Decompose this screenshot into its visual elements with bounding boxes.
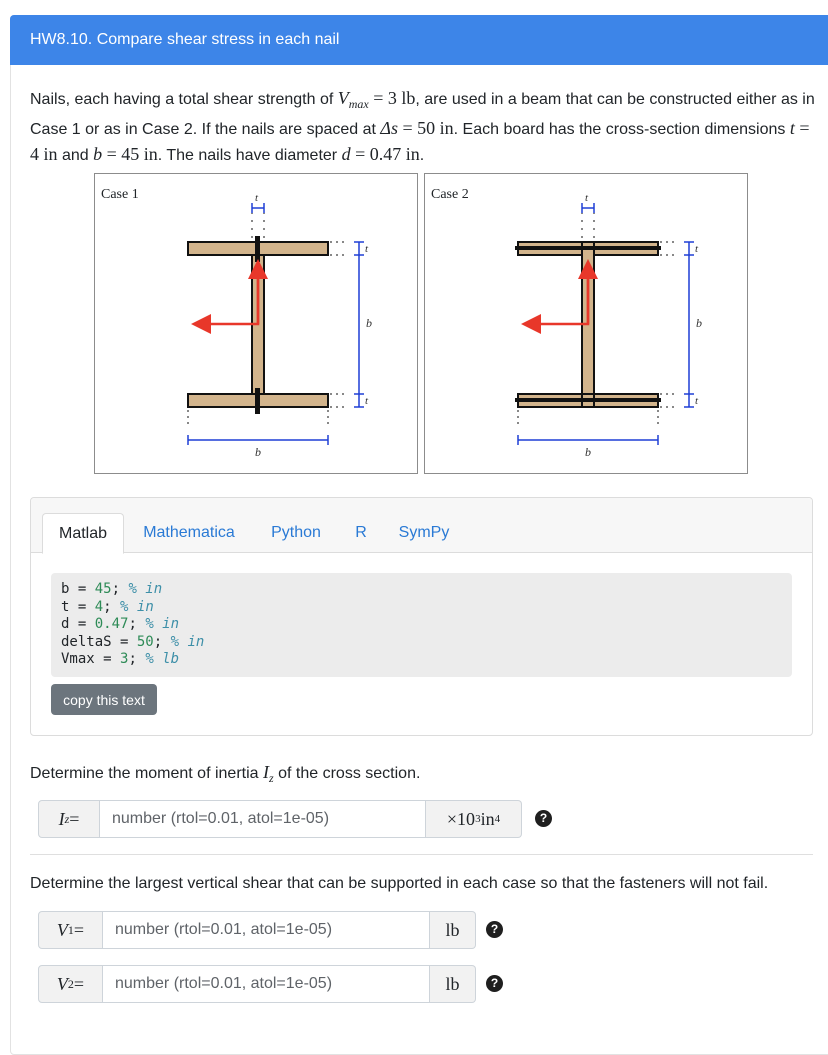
case1-dim-b-vertical: b xyxy=(366,316,372,330)
iz-label: I z = xyxy=(38,800,100,838)
case1-shear-arrow xyxy=(201,265,258,324)
case1-diagram xyxy=(95,174,419,475)
case1-dim-t-top: t xyxy=(255,192,259,204)
case1-dim-t-right1: t xyxy=(365,243,369,255)
tab-python[interactable]: Python xyxy=(271,524,321,541)
iz-input[interactable] xyxy=(100,800,426,838)
case2-dim-t-right2: t xyxy=(695,395,699,407)
question-2-text: Determine the largest vertical shear that can be supported in each case so that the fasteners will not fail. xyxy=(30,875,769,892)
v2-help-icon[interactable]: ? xyxy=(486,975,503,992)
case1-nail-bottom xyxy=(255,388,260,414)
iz-unit: ×10 3 in 4 xyxy=(426,800,522,838)
case1-dim-b-horizontal: b xyxy=(255,445,261,459)
iz-help-icon[interactable]: ? xyxy=(535,810,552,827)
tab-matlab[interactable]: Matlab xyxy=(42,513,124,554)
v2-input-group xyxy=(38,965,476,1003)
copy-text-button[interactable]: copy this text xyxy=(51,684,157,715)
problem-statement: Nails, each having a total shear strength of $V_{max} = 3$ lb, are used in a beam that can be constructed either as in Case 1 or as in Case 2. If the nails are spaced at Δs = 50 in. Each board has the cross-section dimensions t = 4 in and b = 45 in. The nails have diameter d = 0.47 in. xyxy=(30,88,815,165)
code-block[interactable]: b = 45; % in t = 4; % in d = 0.47; % in deltaS = 50; % in Vmax = 3; % lb xyxy=(51,573,792,677)
case2-dim-b-vertical: b xyxy=(696,316,702,330)
question-header: HW8.10. Compare shear stress in each nail xyxy=(10,15,828,65)
case2-dim-t-right1: t xyxy=(695,243,699,255)
question-1-text: Determine the moment of inertia $I_z$ of the cross section. xyxy=(30,762,421,786)
case1-label: Case 1 xyxy=(101,187,139,202)
case2-dim-b-horizontal: b xyxy=(585,445,591,459)
case1-dim-t-right2: t xyxy=(365,395,369,407)
case2-diagram xyxy=(425,174,749,475)
v1-label: V 1 = xyxy=(38,911,103,949)
case1-figure xyxy=(94,173,418,474)
tab-r[interactable]: R xyxy=(355,524,367,541)
case2-nail-top xyxy=(515,246,661,250)
case2-nail-bottom xyxy=(515,398,661,402)
case2-label: Case 2 xyxy=(431,187,469,202)
case2-shear-arrow xyxy=(531,265,588,324)
divider xyxy=(30,854,813,855)
language-tabs xyxy=(31,498,812,553)
v1-input[interactable] xyxy=(103,911,430,949)
v2-label: V 2 = xyxy=(38,965,103,1003)
v2-unit: lb xyxy=(430,965,476,1003)
case2-dim-t-top: t xyxy=(585,192,589,204)
v1-unit: lb xyxy=(430,911,476,949)
tab-mathematica[interactable]: Mathematica xyxy=(143,524,235,541)
iz-input-group xyxy=(38,800,522,838)
tab-sympy[interactable]: SymPy xyxy=(398,524,450,541)
v2-input[interactable] xyxy=(103,965,430,1003)
case2-figure xyxy=(424,173,748,474)
v1-help-icon[interactable]: ? xyxy=(486,921,503,938)
v1-input-group xyxy=(38,911,476,949)
code-card xyxy=(30,497,813,736)
case1-nail-top xyxy=(255,236,260,262)
